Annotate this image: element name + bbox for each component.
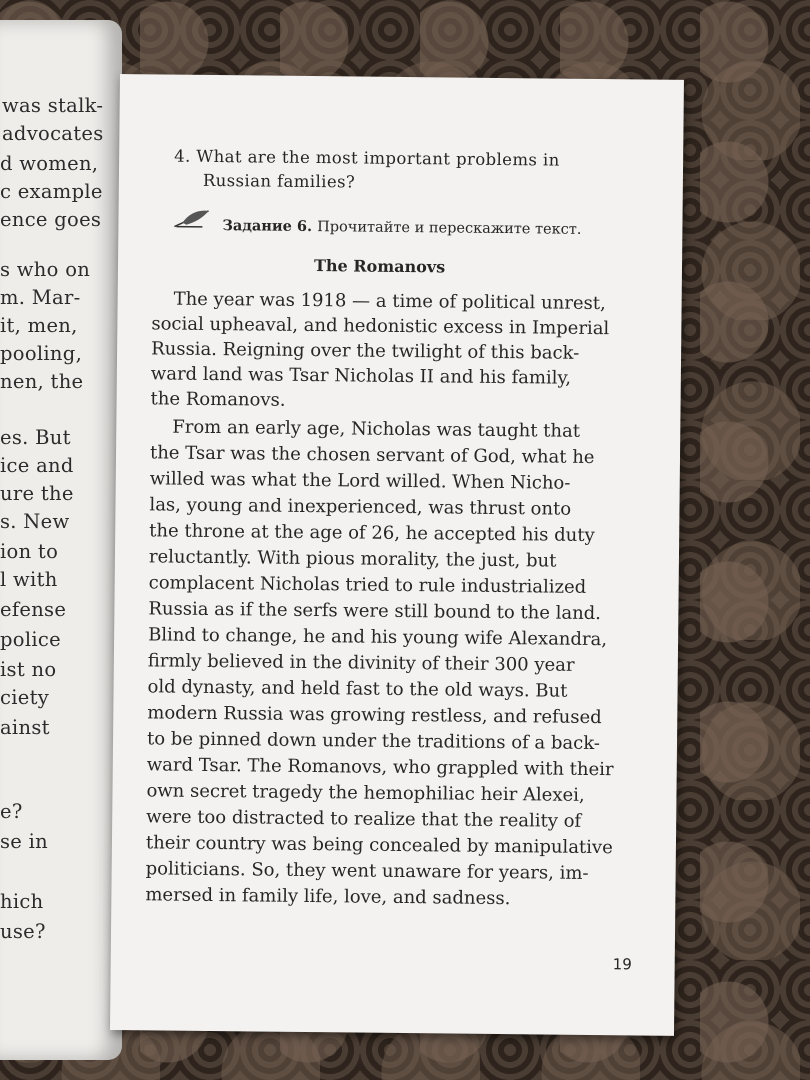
left-line: efense bbox=[0, 598, 67, 621]
paragraph-line: Russia. Reigning over the twilight of this back- bbox=[151, 338, 580, 364]
paragraph-line: Blind to change, he and his young wife Alexandra, bbox=[148, 624, 608, 651]
paragraph-line: willed was what the Lord willed. When Nicho- bbox=[149, 468, 571, 494]
text-title: The Romanovs bbox=[313, 256, 446, 277]
paragraph-line: the Tsar was the chosen servant of God, what he bbox=[149, 442, 595, 468]
paragraph-line: social upheaval, and hedonistic excess in Imperial bbox=[151, 313, 610, 340]
paragraph-line: their country was being concealed by manipulative bbox=[145, 832, 613, 859]
left-line: advocates bbox=[2, 122, 104, 145]
left-line: ice and bbox=[0, 454, 74, 477]
left-line: ainst bbox=[0, 716, 50, 739]
paragraph-line: were too distracted to realize that the reality of bbox=[146, 806, 582, 832]
question-line: Russian families? bbox=[202, 170, 356, 192]
paragraph-line: modern Russia was growing restless, and refused bbox=[147, 702, 602, 729]
page-number: 19 bbox=[612, 955, 632, 974]
paragraph-line: to be pinned down under the traditions of a back- bbox=[146, 728, 601, 755]
paragraph-line: mersed in family life, love, and sadness. bbox=[145, 884, 511, 910]
paragraph-line: firmly believed in the divinity of their 300 year bbox=[147, 650, 575, 676]
left-line: hich bbox=[0, 890, 44, 913]
left-line: s. New bbox=[0, 510, 70, 533]
left-line: c example bbox=[0, 180, 103, 203]
left-line: ure the bbox=[0, 482, 74, 505]
feather-icon bbox=[172, 207, 212, 229]
left-line: use? bbox=[0, 920, 46, 943]
left-line: se in bbox=[0, 830, 49, 853]
left-line: was stalk- bbox=[2, 94, 104, 117]
left-line: e? bbox=[0, 800, 23, 823]
left-line: pooling, bbox=[0, 342, 83, 365]
paragraph-line: reluctantly. With pious morality, the just, but bbox=[148, 546, 557, 572]
paragraph-line: ward Tsar. The Romanovs, who grappled with their bbox=[146, 754, 614, 781]
paragraph-line: own secret tragedy the hemophiliac heir Alexei, bbox=[146, 780, 585, 806]
paragraph-line: the throne at the age of 26, he accepted his duty bbox=[149, 520, 595, 546]
paragraph-line: politicians. So, they went unaware for years, im- bbox=[145, 858, 589, 884]
paragraph-line: complacent Nicholas tried to rule industrialized bbox=[148, 572, 587, 598]
left-line: ist no bbox=[0, 658, 57, 681]
paragraph-line: Russia as if the serfs were still bound to the land. bbox=[148, 598, 602, 625]
left-line: nen, the bbox=[0, 370, 84, 393]
task-text: Прочитайте и перескажите текст. bbox=[317, 219, 582, 238]
task-heading bbox=[222, 217, 581, 238]
paragraph-line: old dynasty, and held fast to the old ways. But bbox=[147, 676, 568, 702]
left-page bbox=[0, 20, 122, 1060]
left-line: l with bbox=[0, 568, 58, 591]
right-page bbox=[110, 74, 684, 1036]
question-line: 4. What are the most important problems in bbox=[174, 146, 560, 170]
left-line: ciety bbox=[0, 686, 50, 709]
paragraph-line: ward land was Tsar Nicholas II and his family, bbox=[150, 363, 572, 389]
left-line: ion to bbox=[0, 540, 59, 563]
left-line: es. But bbox=[0, 426, 71, 449]
left-line: d women, bbox=[0, 152, 99, 175]
left-line: it, men, bbox=[0, 314, 78, 337]
left-line: ence goes bbox=[0, 208, 102, 231]
left-line: police bbox=[0, 628, 61, 651]
paragraph-line: the Romanovs. bbox=[150, 388, 286, 411]
left-line: m. Mar- bbox=[0, 286, 81, 309]
task-label: Задание 6. bbox=[222, 217, 313, 236]
paragraph-line: From an early age, Nicholas was taught that bbox=[172, 416, 581, 442]
paragraph-line: las, young and inexperienced, was thrust onto bbox=[149, 494, 572, 520]
left-line: s who on bbox=[0, 258, 91, 281]
paragraph-line: The year was 1918 — a time of political unrest, bbox=[173, 288, 606, 315]
